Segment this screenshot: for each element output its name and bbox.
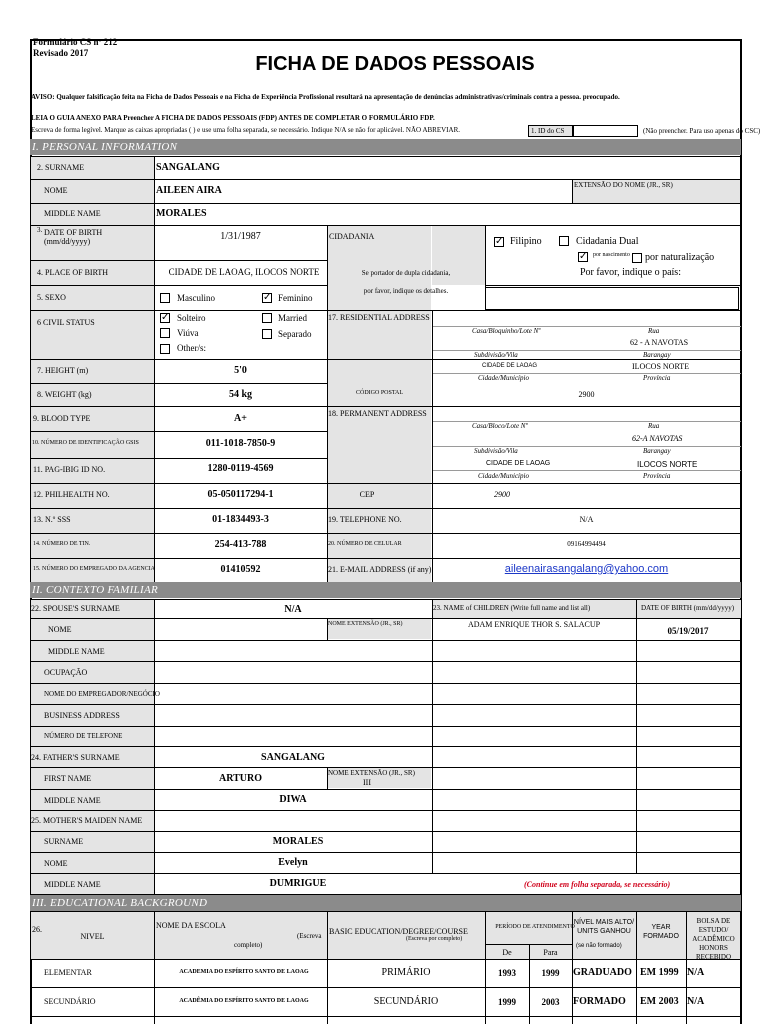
filipino-label: Filipino xyxy=(510,236,542,247)
form-number: Formulário CS nº 212 xyxy=(33,37,118,47)
dob-value[interactable]: 1/31/1987 xyxy=(220,231,261,242)
middle-name-value[interactable]: MORALES xyxy=(156,208,207,219)
by-birth-label: por nascimento xyxy=(593,252,630,258)
warning-text: AVISO: Qualquer falsificação feita na Ficha de Dados Pessoais e na Ficha de Experiência Profissional resultará na apresentação de denúncias administrativas/criminais contra a pessoa. preocupado. xyxy=(31,93,620,101)
employer-label: NOME DO EMPREGADOR/NEGÓCIO xyxy=(44,690,160,698)
education-to[interactable]: 1999 xyxy=(541,968,560,978)
page-title: FICHA DE DADOS PESSOAIS xyxy=(255,53,535,75)
perm-street-value[interactable]: 62-A NAVOTAS xyxy=(632,434,683,443)
telephone-number-label: NÚMERO DE TELEFONE xyxy=(44,732,123,740)
year-graduated-header: YEAR FORMADO xyxy=(643,924,679,940)
cellphone-value[interactable]: 09164994494 xyxy=(567,540,606,548)
cellphone-label: 20. NÚMERO DE CELULAR xyxy=(328,541,402,547)
res-province-label: Província xyxy=(643,374,671,382)
res-province-value[interactable]: ILOCOS NORTE xyxy=(632,362,690,371)
res-subdivision-label: Subdivisão/Vila xyxy=(474,351,518,359)
male-label: Masculino xyxy=(177,293,215,303)
course-sub: (Escreva por completo) xyxy=(406,936,463,942)
place-of-birth-label: 4. PLACE OF BIRTH xyxy=(37,268,109,277)
first-name-label: NOME xyxy=(44,186,68,195)
gsis-label: 10. NÚMERO DE IDENTIFICAÇÃO GSIS xyxy=(32,440,139,446)
res-city-value[interactable]: CIDADE DE LAOAG xyxy=(482,363,538,369)
spouse-ext-label: NOME EXTENSÃO (JR., SR) xyxy=(328,621,403,627)
education-number: 26. xyxy=(32,925,42,934)
indicate-country-label: Por favor, indique o país: xyxy=(580,267,681,278)
name-extension-label: EXTENSÃO DO NOME (JR., SR) xyxy=(574,181,673,189)
spouse-middle-name-label: MIDDLE NAME xyxy=(48,647,105,656)
dual-note-2: por favor, indique os detalhes. xyxy=(363,287,449,295)
csc-note: (Não preencher. Para uso apenas do CSC) xyxy=(643,127,761,135)
father-surname-label: 24. FATHER'S SURNAME xyxy=(31,753,120,762)
sss-value[interactable]: 01-1834493-3 xyxy=(212,514,269,525)
education-level: ELEMENTAR xyxy=(44,968,92,977)
occupation-label: OCUPAÇÃO xyxy=(44,668,88,677)
perm-house-label: Casa/Bloco/Lote Nº xyxy=(472,422,528,430)
mother-first-name-value[interactable]: Evelyn xyxy=(278,857,308,868)
dob-number: 3. xyxy=(37,226,43,234)
highest-level-sub: (se não formado) xyxy=(576,943,622,949)
school-header: NOME DA ESCOLA xyxy=(156,921,226,930)
father-middle-name-label: MIDDLE NAME xyxy=(44,796,101,805)
male-checkbox[interactable] xyxy=(160,293,170,303)
dual-note-1: Se portador de dupla cidadania, xyxy=(361,269,451,277)
philhealth-label: 12. PHILHEALTH NO. xyxy=(33,490,110,499)
by-birth-checkbox[interactable]: ✓ xyxy=(579,251,588,262)
dob-label: DATE OF BIRTH xyxy=(44,228,103,237)
from-header: De xyxy=(502,948,512,957)
weight-value[interactable]: 54 kg xyxy=(228,389,253,400)
sex-label: 5. SEXO xyxy=(37,293,66,302)
perm-barangay-label: Barangay xyxy=(643,447,671,455)
res-barangay-label: Barangay xyxy=(643,351,671,359)
highest-level-header: NÍVEL MAIS ALTO/ UNITS GANHOU xyxy=(573,919,635,935)
education-from[interactable]: 1993 xyxy=(498,968,516,978)
father-ext-label: NOME EXTENSÃO (JR., SR) xyxy=(328,769,415,777)
perm-zip-value[interactable]: 2900 xyxy=(494,490,510,499)
section-family-background: II. CONTEXTO FAMILIAR xyxy=(30,582,741,598)
perm-city-label: Cidade/Município xyxy=(478,472,529,480)
place-of-birth-value[interactable]: CIDADE DE LAOAG, ILOCOS NORTE xyxy=(168,267,320,277)
by-naturalization-label: por naturalização xyxy=(645,252,715,263)
father-first-name-value[interactable]: ARTURO xyxy=(219,773,262,784)
education-level: SECUNDÁRIO xyxy=(44,997,96,1006)
telephone-value[interactable]: N/A xyxy=(579,515,594,524)
mother-middle-name-label: MIDDLE NAME xyxy=(44,880,101,889)
mother-surname-label: SURNAME xyxy=(44,837,84,846)
education-year[interactable]: EM 1999 xyxy=(640,967,679,978)
height-value[interactable]: 5'0 xyxy=(234,365,247,376)
separated-checkbox[interactable] xyxy=(262,329,272,339)
education-to[interactable]: 2003 xyxy=(541,997,560,1007)
tin-label: 14. NÚMERO DE TIN. xyxy=(33,541,91,547)
father-surname-value[interactable]: SANGALANG xyxy=(261,752,325,763)
civil-status-label: 6 CIVIL STATUS xyxy=(37,318,95,327)
honors-header: BOLSA DE ESTUDO/ ACADÊMICO HONORS RECEBIDO xyxy=(692,917,735,961)
education-from[interactable]: 1999 xyxy=(498,997,516,1007)
filipino-checkbox[interactable]: ✓ xyxy=(495,236,504,247)
education-school[interactable]: ACADÊMIA DO ESPÍRITO SANTO DE LAOAG xyxy=(179,998,309,1004)
blood-type-value[interactable]: A+ xyxy=(234,413,247,424)
agency-employee-label: 15. NÚMERO DO EMPREGADO DA AGENCIA xyxy=(33,566,156,572)
child-dob-label: DATE OF BIRTH (mm/dd/yyyy) xyxy=(641,604,735,612)
perm-province-value[interactable]: ILOCOS NORTE xyxy=(637,460,698,469)
widow-checkbox[interactable] xyxy=(160,328,170,338)
married-label: Married xyxy=(278,313,307,323)
res-house-label: Casa/Bloquinho/Lote Nº xyxy=(472,327,541,335)
tin-value[interactable]: 254-413-788 xyxy=(214,539,267,550)
surname-label: 2. SURNAME xyxy=(37,163,85,172)
education-honors[interactable]: N/A xyxy=(687,996,705,1007)
section-personal-information: I. PERSONAL INFORMATION xyxy=(30,139,741,155)
weight-label: 8. WEIGHT (kg) xyxy=(37,390,92,399)
res-street-label: Rua xyxy=(648,327,660,335)
mother-maiden-name-label: 25. MOTHER'S MAIDEN NAME xyxy=(31,816,143,825)
perm-city-value[interactable]: CIDADE DE LAOAG xyxy=(486,460,551,467)
telephone-label: 19. TELEPHONE NO. xyxy=(328,515,402,524)
cs-id-field[interactable] xyxy=(573,125,638,137)
education-highest[interactable]: GRADUADO xyxy=(573,967,632,978)
spouse-surname-value[interactable]: N/A xyxy=(284,604,302,615)
middle-name-label: MIDDLE NAME xyxy=(44,209,101,218)
female-checkbox[interactable]: ✓ xyxy=(263,292,272,303)
to-header: Para xyxy=(543,948,558,957)
father-ext-value[interactable]: III xyxy=(363,778,371,787)
res-street-value[interactable]: 62 - A NAVOTAS xyxy=(630,338,689,347)
sss-label: 13. N.º SSS xyxy=(33,515,71,524)
mother-middle-name-value[interactable]: DUMRIGUE xyxy=(269,878,327,889)
height-label: 7. HEIGHT (m) xyxy=(37,366,89,375)
separated-label: Separado xyxy=(278,329,312,339)
res-zip-value[interactable]: 2900 xyxy=(578,390,595,399)
child-1-dob[interactable]: 05/19/2017 xyxy=(667,626,709,636)
continue-note: (Continue em folha separada, se necessário) xyxy=(524,880,671,889)
child-1-name[interactable]: ADAM ENRIQUE THOR S. SALACUP xyxy=(467,620,601,629)
education-school[interactable]: ACADEMIA DO ESPÍRITO SANTO DE LAOAG xyxy=(179,969,309,975)
zip-code-label: CÓDIGO POSTAL xyxy=(355,390,404,396)
email-value[interactable]: aileenairasangalang@yahoo.com xyxy=(504,563,669,575)
philhealth-value[interactable]: 05-050117294-1 xyxy=(207,489,274,500)
pagibig-label: 11. PAG-IBIG ID NO. xyxy=(33,465,106,474)
country-field[interactable] xyxy=(485,287,739,310)
revised-label: Revisado 2017 xyxy=(33,48,89,58)
section-educational-background: III. EDUCATIONAL BACKGROUND xyxy=(30,895,741,911)
surname-value[interactable]: SANGALANG xyxy=(156,162,220,173)
instructions-text: Escreva de forma legível. Marque as caixas apropriadas ( ) e use uma folha separada, se necessário. Indique N/A se não for aplicável. NÃO ABREVIAR. xyxy=(31,126,460,134)
education-course[interactable]: PRIMÁRIO xyxy=(381,967,431,978)
perm-subdivision-label: Subdivisão/Vila xyxy=(474,447,518,455)
citizenship-label: CIDADANIA xyxy=(329,232,375,241)
course-header: BASIC EDUCATION/DEGREE/COURSE xyxy=(329,927,468,936)
school-sub-2: completo) xyxy=(234,941,263,949)
blood-type-label: 9. BLOOD TYPE xyxy=(33,414,91,423)
single-label: Solteiro xyxy=(177,313,206,323)
email-label: 21. E-MAIL ADDRESS (if any) xyxy=(328,565,432,574)
first-name-value[interactable]: AILEEN AIRA xyxy=(156,185,222,196)
level-header: NIVEL xyxy=(80,932,105,941)
business-address-label: BUSINESS ADDRESS xyxy=(44,711,120,720)
cs-id-label: 1. ID do CS xyxy=(528,125,573,137)
spouse-surname-label: 22. SPOUSE'S SURNAME xyxy=(31,604,120,613)
residential-address-label: 17. RESIDENTIAL ADDRESS xyxy=(328,313,430,322)
father-first-name-label: FIRST NAME xyxy=(44,774,92,783)
education-year[interactable]: EM 2003 xyxy=(640,996,679,1007)
spouse-first-name-label: NOME xyxy=(48,625,72,634)
dual-citizenship-checkbox[interactable] xyxy=(559,236,569,246)
others-label: Other/s: xyxy=(177,343,206,353)
by-naturalization-checkbox[interactable] xyxy=(632,253,642,263)
permanent-address-label: 18. PERMANENT ADDRESS xyxy=(328,409,427,418)
father-middle-name-value[interactable]: DIWA xyxy=(279,794,307,805)
education-honors[interactable]: N/A xyxy=(687,967,705,978)
education-highest[interactable]: FORMADO xyxy=(573,996,626,1007)
res-city-label: Cidade/Município xyxy=(478,374,529,382)
children-label: 23. NAME of CHILDREN (Write full name and list all) xyxy=(433,604,591,612)
cep-label: CEP xyxy=(359,490,375,499)
female-label: Feminino xyxy=(278,293,313,303)
period-header: PERÍODO DE ATENDIMENTO xyxy=(495,924,575,930)
agency-employee-value[interactable]: 01410592 xyxy=(220,564,261,575)
perm-street-label: Rua xyxy=(648,422,660,430)
others-checkbox[interactable] xyxy=(160,344,170,354)
married-checkbox[interactable] xyxy=(262,313,272,323)
education-course[interactable]: SECUNDÁRIO xyxy=(373,996,439,1007)
dob-format: (mm/dd/yyyy) xyxy=(44,237,91,246)
dual-citizenship-label: Cidadania Dual xyxy=(576,236,639,247)
perm-province-label: Província xyxy=(643,472,671,480)
gsis-value[interactable]: 011-1018-7850-9 xyxy=(205,438,276,449)
widow-label: Viúva xyxy=(177,328,199,338)
pagibig-value[interactable]: 1280-0119-4569 xyxy=(207,463,274,474)
mother-surname-value[interactable]: MORALES xyxy=(272,836,324,847)
read-guide-text: LEIA O GUIA ANEXO PARA Preencher A FICHA DE DADOS PESSOAIS (FDP) ANTES DE COMPLETAR O FORMULÁRIO FDP. xyxy=(31,114,435,122)
mother-first-name-label: NOME xyxy=(44,859,68,868)
school-sub-1: (Escreva xyxy=(297,932,322,940)
single-checkbox[interactable]: ✓ xyxy=(161,312,170,323)
